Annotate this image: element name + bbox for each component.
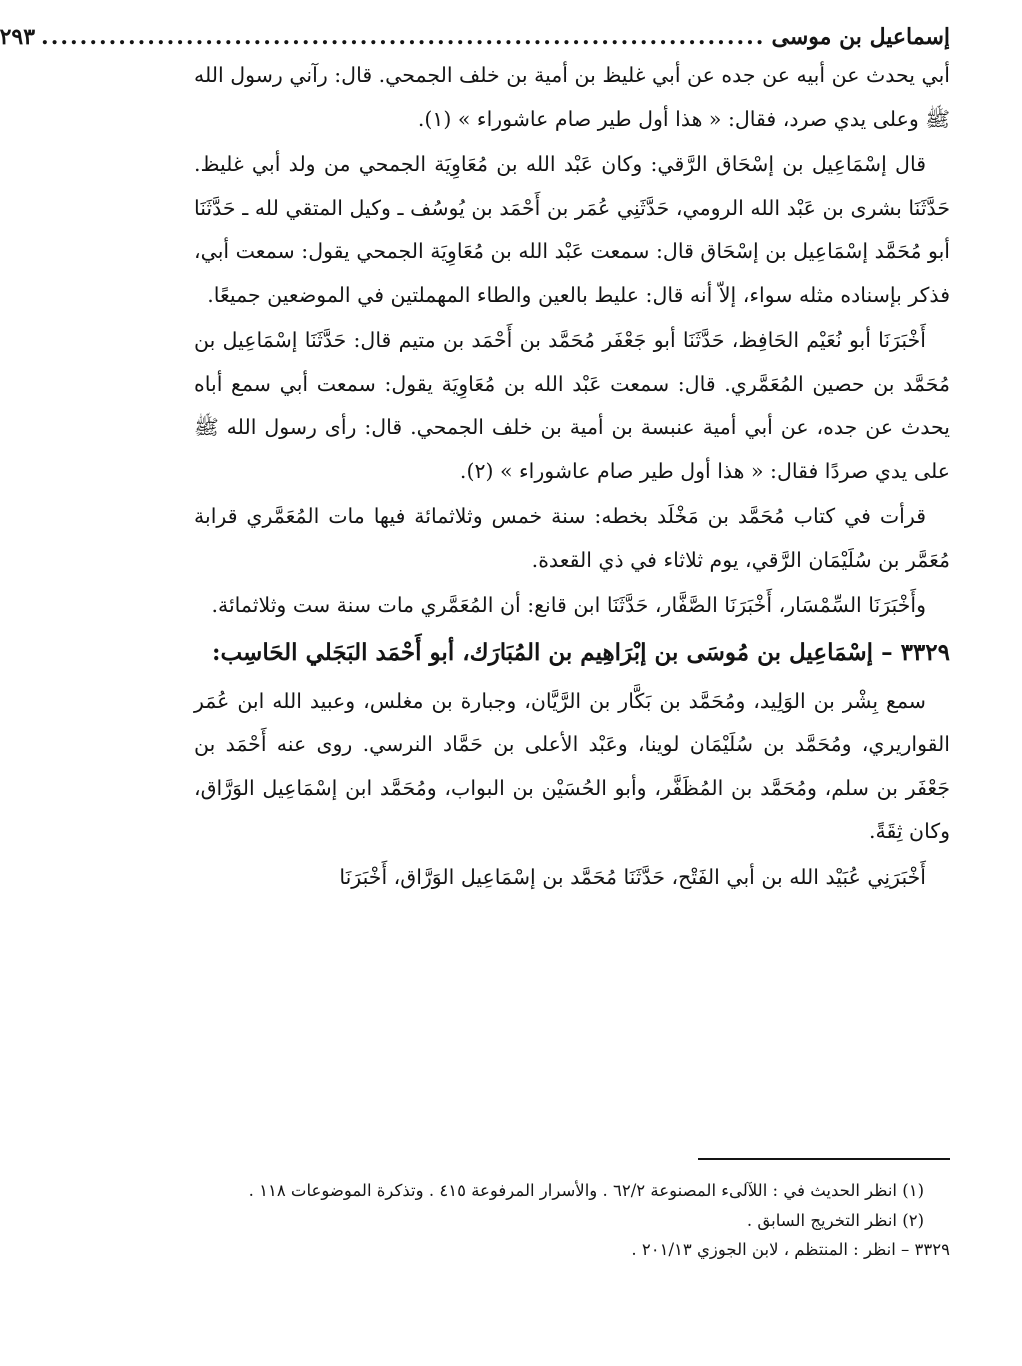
book-page xyxy=(0,22,950,899)
paragraph-ishaq-report: قال إسْمَاعِيل بن إسْحَاق الرَّقي: وكان عَبْد الله بن مُعَاوِيَة الجمحي من ولد أبي غليظ. حَدَّثَنَا بشرى بن عَبْد الله الرومي، حَدَّثَنِي عُمَر بن أَحْمَد بن يُوسُف ـ وكيل المتقي لله ـ حَدَّثَنَا أبو مُحَمَّد إسْمَاعِيل بن إسْحَاق قال: سمعت عَبْد الله بن مُعَاوِيَة الجمحي يقول: سمعت أبي، فذكر بإسناده مثله سواء، إلاّ أنه قال: عليط بالعين والطاء المهملتين في الموضعين جميعًا. xyxy=(194,152,950,307)
entry-heading: ٣٣٢٩ – إسْمَاعِيل بن مُوسَى بن إبْرَاهِيم بن المُبَارَك، أبو أَحْمَد البَجَلي الحَاسِب: xyxy=(211,638,950,666)
paragraph-death-date: وأَخْبَرَنَا السِّمْسَار، أَخْبَرَنَا الصَّفَّار، حَدَّثَنَا ابن قانع: أن المُعَمَّري مات سنة ست وثلاثمائة. xyxy=(211,593,926,617)
running-header xyxy=(0,22,950,52)
paragraph-makhlad-note: قرأت في كتاب مُحَمَّد بن مَخْلَد بخطه: سنة خمس وثلاثمائة فيها مات المُعَمَّري قرابة مُعَمَّر بن سُلَيْمَان الرَّقي، يوم ثلاثاء في ذي القعدة. xyxy=(194,504,950,572)
running-header-leader-dots: ........................................................................... xyxy=(41,24,766,50)
footnotes xyxy=(194,1176,950,1265)
main-text xyxy=(194,54,950,899)
entry-paragraph-teachers: سمع بِشْر بن الوَلِيد، ومُحَمَّد بن بَكَّار بن الرَّيَّان، وجبارة بن مغلس، وعبيد الله ابن عُمَر القواريري، ومُحَمَّد بن سُلَيْمَان لوينا، وعَبْد الأعلى بن حَمَّاد النرسي. روى عنه أَحْمَد بن جَعْفَر بن سلم، ومُحَمَّد بن المُظَفَّر، وأبو الحُسَيْن بن البواب، ومُحَمَّد ابن إسْمَاعِيل الوَرَّاق، وكان ثِقَةً. xyxy=(194,688,950,843)
footnote-entry-reference: ٣٣٢٩ – انظر : المنتظم ، لابن الجوزي ٢٠١/١٣ . xyxy=(631,1240,950,1259)
page-number: ٢٩٣ xyxy=(0,24,36,50)
paragraph-hadith-continuation: أبي يحدث عن أبيه عن جده عن أبي غليظ بن أمية بن خلف الجمحي. قال: رآني رسول الله ﷺ وعلى يدي صرد، فقال: « هذا أول طير صام عاشوراء » (١). xyxy=(194,63,950,131)
entry-paragraph-isnad: أَخْبَرَنِي عُبَيْد الله بن أبي الفَتْح، حَدَّثَنَا مُحَمَّد بن إسْمَاعِيل الوَرَّاق، أَخْبَرَنَا xyxy=(339,864,926,889)
footnote-divider xyxy=(698,1158,950,1160)
footnote-1: (١) انظر الحديث في : اللآلىء المصنوعة ٦٢/٢ . والأسرار المرفوعة ٤١٥ . وتذكرة الموضوعات ١١٨ . xyxy=(248,1181,924,1200)
footnote-2: (٢) انظر التخريج السابق . xyxy=(746,1210,924,1230)
running-header-title: إسماعيل بن موسى xyxy=(771,24,950,50)
paragraph-abu-nuaym-report: أَخْبَرَنَا أبو نُعَيْم الحَافِظ، حَدَّثَنَا أبو جَعْفَر مُحَمَّد بن أَحْمَد بن متيم قال: حَدَّثَنَا إسْمَاعِيل بن مُحَمَّد بن حصين المُعَمَّري. قال: سمعت عَبْد الله بن مُعَاوِيَة يقول: سمعت أبي سمع أباه يحدث عن جده، عن أبي أمية عنبسة بن أمية بن خلف الجمحي. قال: رأى رسول الله ﷺ على يدي صردًا فقال: « هذا أول طير صام عاشوراء » (٢). xyxy=(194,328,950,483)
